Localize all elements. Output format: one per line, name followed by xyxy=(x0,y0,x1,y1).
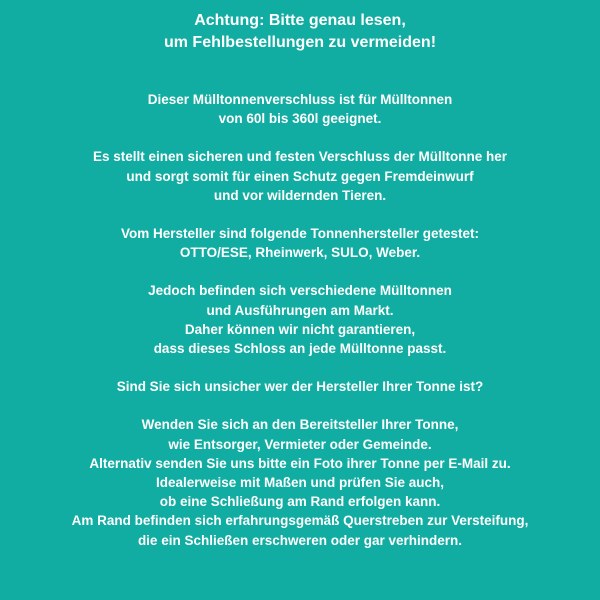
heading-line: Achtung: Bitte genau lesen, xyxy=(194,12,406,29)
paragraph-line: OTTO/ESE, Rheinwerk, SULO, Weber. xyxy=(179,245,421,261)
paragraph-line: Jedoch befinden sich verschiedene Mülltonnen xyxy=(148,283,452,299)
paragraph-line: Idealerweise mit Maßen und prüfen Sie auch, xyxy=(155,475,445,491)
paragraph-line: Vom Hersteller sind folgende Tonnenhersteller getestet: xyxy=(120,226,480,242)
paragraph-line: dass dieses Schloss an jede Mülltonne passt. xyxy=(153,341,447,357)
paragraph-line: und sorgt somit für einen Schutz gegen Fremdeinwurf xyxy=(126,168,474,184)
paragraph-line: von 60l bis 360l geeignet. xyxy=(218,111,382,127)
heading-line: um Fehlbestellungen zu vermeiden! xyxy=(163,34,437,51)
paragraph-line: wie Entsorger, Vermieter oder Gemeinde. xyxy=(168,436,432,452)
paragraph-question xyxy=(0,377,600,396)
paragraph-line: Daher können wir nicht garantieren, xyxy=(184,321,416,337)
paragraph-line: Es stellt einen sicheren und festen Verschluss der Mülltonne her xyxy=(92,149,508,165)
paragraph-suitability xyxy=(0,90,600,128)
paragraph-contact-advice xyxy=(0,415,600,549)
paragraph-line: Dieser Mülltonnenverschluss ist für Mülltonnen xyxy=(147,92,453,107)
paragraph-line: die ein Schließen erschweren oder gar verhindern. xyxy=(137,532,463,548)
paragraph-disclaimer xyxy=(0,281,600,358)
paragraph-function xyxy=(0,147,600,205)
paragraph-line: und Ausführungen am Markt. xyxy=(206,302,394,318)
body-text xyxy=(0,90,600,569)
paragraph-line: ob eine Schließung am Rand erfolgen kann. xyxy=(159,494,441,510)
warning-heading xyxy=(0,10,600,54)
paragraph-line: Am Rand befinden sich erfahrungsgemäß Querstreben zur Versteifung, xyxy=(71,513,529,529)
paragraph-line: Alternativ senden Sie uns bitte ein Foto ihrer Tonne per E-Mail zu. xyxy=(89,455,511,471)
paragraph-line: und vor wildernden Tieren. xyxy=(213,187,387,203)
paragraph-tested-manufacturers xyxy=(0,224,600,262)
paragraph-line: Sind Sie sich unsicher wer der Hersteller Ihrer Tonne ist? xyxy=(116,379,484,395)
paragraph-line: Wenden Sie sich an den Bereitsteller Ihrer Tonne, xyxy=(141,417,459,433)
